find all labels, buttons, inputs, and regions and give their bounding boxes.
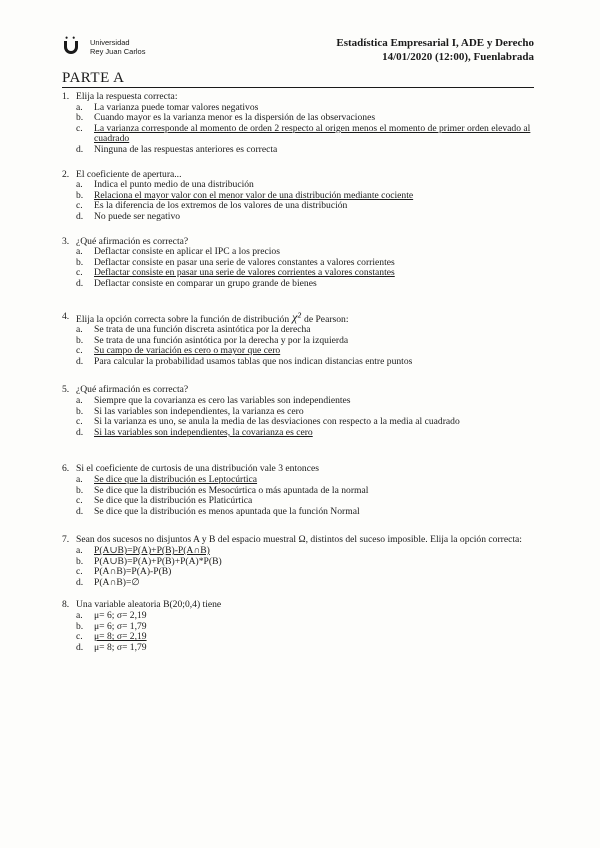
question-number: 4.	[62, 310, 70, 322]
question-4	[62, 309, 536, 368]
course-title: Estadística Empresarial I, ADE y Derecho	[336, 37, 534, 49]
question-number: 6.	[62, 463, 70, 475]
urjc-logo-icon: ••	[62, 34, 84, 60]
option-b[interactable]: b. μ= 6; σ= 1,79	[76, 620, 147, 632]
option-b[interactable]: b. Se dice que la distribución es Mesocúrtica o más apuntada de la normal	[76, 484, 369, 496]
question-2	[62, 170, 536, 223]
section-divider	[62, 87, 534, 88]
option-c[interactable]: c. Es la diferencia de los extremos de los valores de una distribución	[76, 200, 348, 212]
option-c[interactable]: c. Si la varianza es uno, se anula la media de las desviaciones con respecto a la media al cuadrado	[76, 416, 460, 428]
option-d[interactable]: d. μ= 8; σ= 1,79	[76, 641, 147, 653]
option-a[interactable]: a. Deflactar consiste en aplicar el IPC a los precios	[76, 246, 280, 258]
option-a[interactable]: a. Indica el punto medio de una distribución	[76, 179, 254, 191]
option-a[interactable]: a. Se dice que la distribución es Leptocúrtica	[76, 474, 258, 486]
question-number: 8.	[62, 599, 70, 611]
question-8	[62, 600, 536, 653]
question-text: ¿Qué afirmación es correcta?	[76, 235, 189, 247]
question-number: 3.	[62, 235, 70, 247]
option-d[interactable]: d. Se dice que la distribución es menos apuntada que la función Normal	[76, 505, 360, 517]
option-c[interactable]: c. Se dice que la distribución es Platicúrtica	[76, 495, 253, 507]
question-text: ¿Qué afirmación es correcta?	[76, 384, 189, 396]
question-7	[62, 535, 536, 588]
option-d[interactable]: d. Deflactar consiste en comparar un grupo grande de bienes	[76, 277, 317, 289]
exam-date-place: 14/01/2020 (12:00), Fuenlabrada	[382, 51, 534, 63]
option-d[interactable]: d. P(A∩B)=∅	[76, 576, 140, 588]
question-number: 2.	[62, 168, 70, 180]
option-b[interactable]: b. Se trata de una función asintótica por la derecha y por la izquierda	[76, 334, 349, 346]
question-number: 1.	[62, 91, 70, 102]
question-text: Elija la opción correcta sobre la función de distribución χ² de Pearson:	[76, 309, 349, 325]
option-a[interactable]: a. Se trata de una función discreta asintótica por la derecha	[76, 324, 311, 336]
question-3	[62, 237, 536, 290]
option-b[interactable]: b. Relaciona el mayor valor con el menor valor de una distribución mediante cociente	[76, 189, 414, 201]
option-a[interactable]: a. Siempre que la covarianza es cero las variables son independientes	[76, 395, 351, 407]
exam-header	[336, 36, 534, 64]
option-a[interactable]: a. P(A∪B)=P(A)+P(B)-P(A∩B)	[76, 545, 210, 556]
question-number: 5.	[62, 384, 70, 396]
option-d[interactable]: d. Para calcular la probabilidad usamos tablas que nos indican distancias entre puntos	[76, 355, 413, 367]
question-6	[62, 464, 536, 517]
option-b[interactable]: b. Deflactar consiste en pasar una serie de valores constantes a valores corrientes	[76, 256, 395, 268]
option-a[interactable]: a. La varianza puede tomar valores negativos	[76, 101, 259, 113]
university-name-line2: Rey Juan Carlos	[90, 47, 146, 56]
option-b[interactable]: b. Cuando mayor es la varianza menor es la dispersión de las observaciones	[76, 112, 376, 124]
option-b[interactable]: b. P(A∪B)=P(A)+P(B)+P(A)*P(B)	[76, 555, 222, 567]
question-number: 7.	[62, 534, 70, 546]
section-title: PARTE A	[62, 70, 125, 86]
question-text: Si el coeficiente de curtosis de una distribución vale 3 entonces	[76, 463, 319, 475]
question-1	[62, 92, 536, 156]
option-c[interactable]: c. La varianza corresponde al momento de orden 2 respecto al origen menos el momento de primer orden elevado al cuadrado	[76, 122, 531, 145]
question-5	[62, 385, 536, 438]
option-d[interactable]: d. No puede ser negativo	[76, 210, 181, 222]
question-text: El coeficiente de apertura...	[76, 168, 182, 180]
option-b[interactable]: b. Si las variables son independientes, la varianza es cero	[76, 405, 304, 417]
question-text: Elija la respuesta correcta:	[76, 91, 178, 102]
university-logo	[62, 34, 145, 60]
university-name-line1: Universidad	[90, 38, 130, 47]
question-text: Sean dos sucesos no disjuntos A y B del espacio muestral Ω, distintos del suceso imposible. Elija la opción correcta:	[76, 534, 522, 546]
option-c[interactable]: c. Deflactar consiste en pasar una serie de valores corrientes a valores constantes	[76, 267, 395, 279]
option-a[interactable]: a. μ= 6; σ= 2,19	[76, 609, 147, 621]
option-d[interactable]: d. Ninguna de las respuestas anteriores es correcta	[76, 143, 278, 155]
question-list	[62, 92, 536, 653]
chi-square-symbol: χ²	[292, 309, 302, 324]
option-c[interactable]: c. Su campo de variación es cero o mayor que cero	[76, 345, 281, 357]
option-d[interactable]: d. Si las variables son independientes, la covarianza es cero	[76, 426, 313, 438]
option-c[interactable]: c. P(A∩B)=P(A)-P(B)	[76, 566, 172, 578]
question-text: Una variable aleatoria B(20;0,4) tiene	[76, 599, 222, 611]
option-c[interactable]: c. μ= 8; σ= 2,19	[76, 631, 147, 643]
